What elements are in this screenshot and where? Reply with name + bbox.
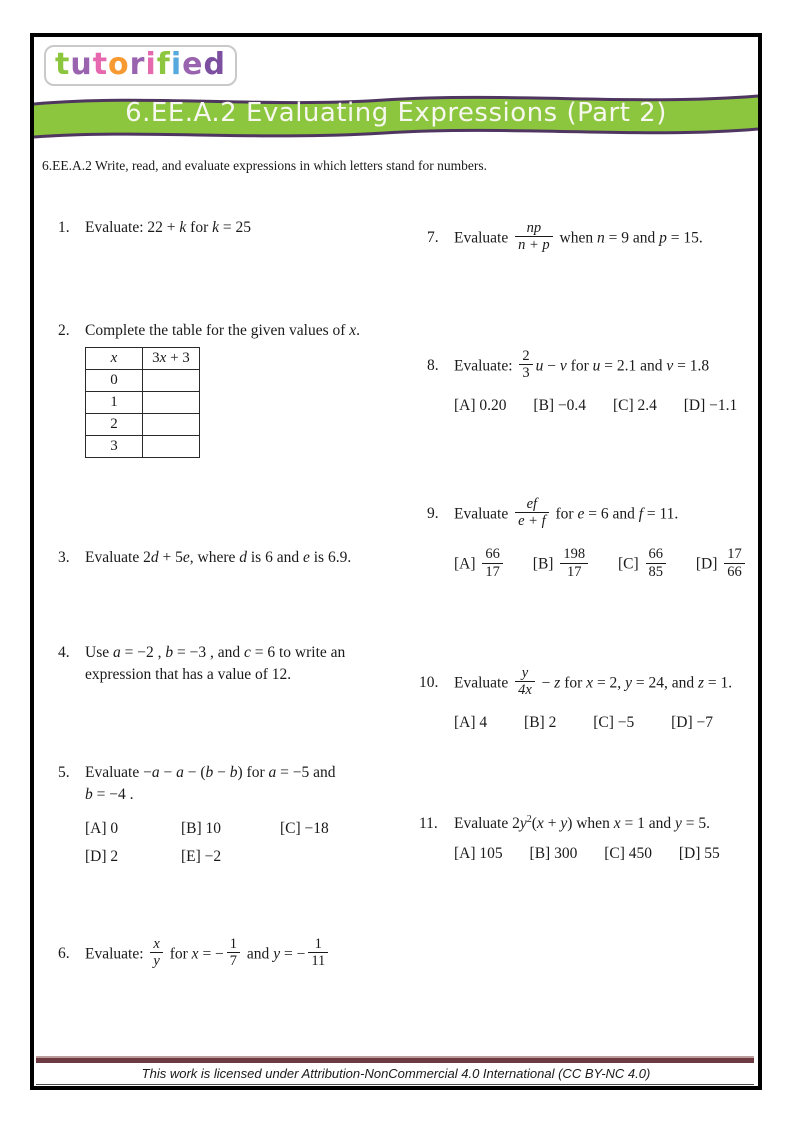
- question-text-line: Evaluate −a − a − (b − b) for a = −5 and: [85, 764, 336, 781]
- tutorified-logo: [44, 45, 237, 86]
- question-8: [427, 350, 760, 415]
- table-cell-blank: [143, 436, 200, 458]
- page-title: 6.EE.A.2 Evaluating Expressions (Part 2): [125, 98, 667, 128]
- question-text: Complete the table for the given values of x.: [85, 322, 361, 339]
- question-number: 6.: [58, 945, 70, 963]
- choice-d: [D] −1.1: [683, 397, 738, 415]
- question-3: [58, 549, 351, 567]
- question-2: [58, 322, 360, 458]
- table-cell-x: 0: [86, 370, 143, 392]
- choice-a: [A] $\frac{66}{17}$: [454, 548, 506, 581]
- table-cell-x: 1: [86, 392, 143, 414]
- logo-letter: d: [203, 47, 226, 82]
- choice-d: [D] 2: [85, 847, 119, 865]
- question-10: [419, 667, 746, 732]
- question-number: 1.: [58, 219, 70, 236]
- choice-a: [A] 0.20: [454, 397, 507, 415]
- table-cell-x: 3: [86, 436, 143, 458]
- question-1: [58, 219, 251, 237]
- choice-b: [B] 2: [524, 714, 557, 732]
- choice-d: [D] 55: [678, 845, 720, 862]
- choice-c: [C] 450: [604, 845, 652, 862]
- logo-letter: o: [108, 47, 130, 82]
- choice-b: [B] 300: [529, 845, 578, 862]
- logo-letter: r: [129, 47, 146, 82]
- question-number: 10.: [419, 674, 439, 692]
- question-number: 7.: [427, 229, 439, 247]
- question-text: Evaluate $2y^2(x + y)$ when x = 1 and y = 5.: [454, 813, 710, 832]
- choice-a: [A] 4: [454, 714, 488, 732]
- logo-letter: i: [170, 47, 183, 82]
- answer-choices: [454, 714, 746, 732]
- question-4: [58, 642, 345, 687]
- question-number: 5.: [58, 764, 70, 781]
- choice-c: [C] −5: [593, 714, 635, 732]
- choice-b: [B] −0.4: [533, 397, 587, 415]
- logo-letter: t: [92, 47, 109, 82]
- question-7: [427, 222, 703, 255]
- question-number: 11.: [419, 815, 438, 832]
- question-text-line: Use a = −2 , b = −3 , and c = 6 to write an: [85, 644, 346, 661]
- logo-letter: f: [156, 47, 171, 82]
- table-cell-blank: [143, 414, 200, 436]
- question-number: 8.: [427, 357, 439, 375]
- choice-c: [C] −18: [280, 819, 329, 837]
- table-cell-blank: [143, 370, 200, 392]
- question-text: Evaluate: $\frac{2}{3}$ u − v for u = 2.1 and v = 1.8: [454, 348, 710, 382]
- choice-d: [D] −7: [671, 714, 713, 732]
- logo-letter: u: [70, 47, 93, 82]
- choice-b: [B] 10: [181, 819, 222, 837]
- table-header-x: x: [86, 348, 143, 370]
- logo-letter: t: [55, 47, 71, 82]
- question-number: 9.: [427, 505, 439, 523]
- answer-choices: [85, 820, 336, 866]
- question-text-line: expression that has a value of 12.: [85, 666, 292, 684]
- table-cell-blank: [143, 392, 200, 414]
- question-number: 3.: [58, 549, 70, 566]
- table-row: [86, 436, 200, 458]
- question-text: Evaluate: $\frac{x}{y}$ for x = − $\frac{1}{7}$ and y = − $\frac{1}{11}$: [85, 938, 331, 971]
- table-header-row: [86, 348, 200, 370]
- choice-b: [B] $\frac{198}{17}$: [533, 548, 591, 581]
- logo-letter: i: [145, 47, 157, 82]
- table-row: [86, 414, 200, 436]
- answer-choices: [454, 548, 771, 581]
- choice-c: [C] $\frac{66}{85}$: [618, 548, 669, 581]
- question-text: Evaluate $\frac{y}{4x}$ − z for x = 2, y = 24, and z = 1.: [454, 665, 733, 699]
- table-cell-x: 2: [86, 414, 143, 436]
- question-6: [58, 938, 331, 971]
- answer-choices: [454, 397, 760, 415]
- question-11: [419, 815, 743, 863]
- footer-divider-bar: [36, 1056, 754, 1063]
- footer-thin-line: [36, 1084, 754, 1085]
- question-9: [427, 498, 771, 582]
- license-text: This work is licensed under Attribution-NonCommercial 4.0 International (CC BY-NC 4.0): [141, 1066, 651, 1081]
- choice-a: [A] 105: [454, 845, 503, 862]
- table-header-expression: 3x + 3: [143, 348, 200, 370]
- choice-e: [E] −2: [181, 847, 222, 865]
- question-5: [58, 762, 336, 866]
- logo-letter: e: [182, 47, 204, 82]
- question-text: Evaluate $\frac{ef}{e + f}$ for e = 6 and f = 11.: [454, 496, 679, 530]
- values-table: [85, 347, 200, 458]
- choice-a: [A] 0: [85, 819, 119, 837]
- choice-d: [D] $\frac{17}{66}$: [696, 548, 748, 581]
- question-number: 4.: [58, 644, 70, 661]
- standard-description: 6.EE.A.2 Write, read, and evaluate expressions in which letters stand for numbers.: [42, 158, 487, 173]
- question-text: Evaluate 2d + 5e, where d is 6 and e is 6.9.: [85, 549, 352, 566]
- table-row: [86, 392, 200, 414]
- table-row: [86, 370, 200, 392]
- question-text-line: b = −4 .: [85, 786, 134, 804]
- question-text: Evaluate $\frac{np}{n + p}$ when n = 9 and p = 15.: [454, 220, 703, 254]
- question-text: Evaluate: 22 + k for k = 25: [85, 219, 252, 236]
- choice-c: [C] 2.4: [612, 397, 657, 415]
- answer-choices: [454, 845, 743, 863]
- question-number: 2.: [58, 322, 70, 339]
